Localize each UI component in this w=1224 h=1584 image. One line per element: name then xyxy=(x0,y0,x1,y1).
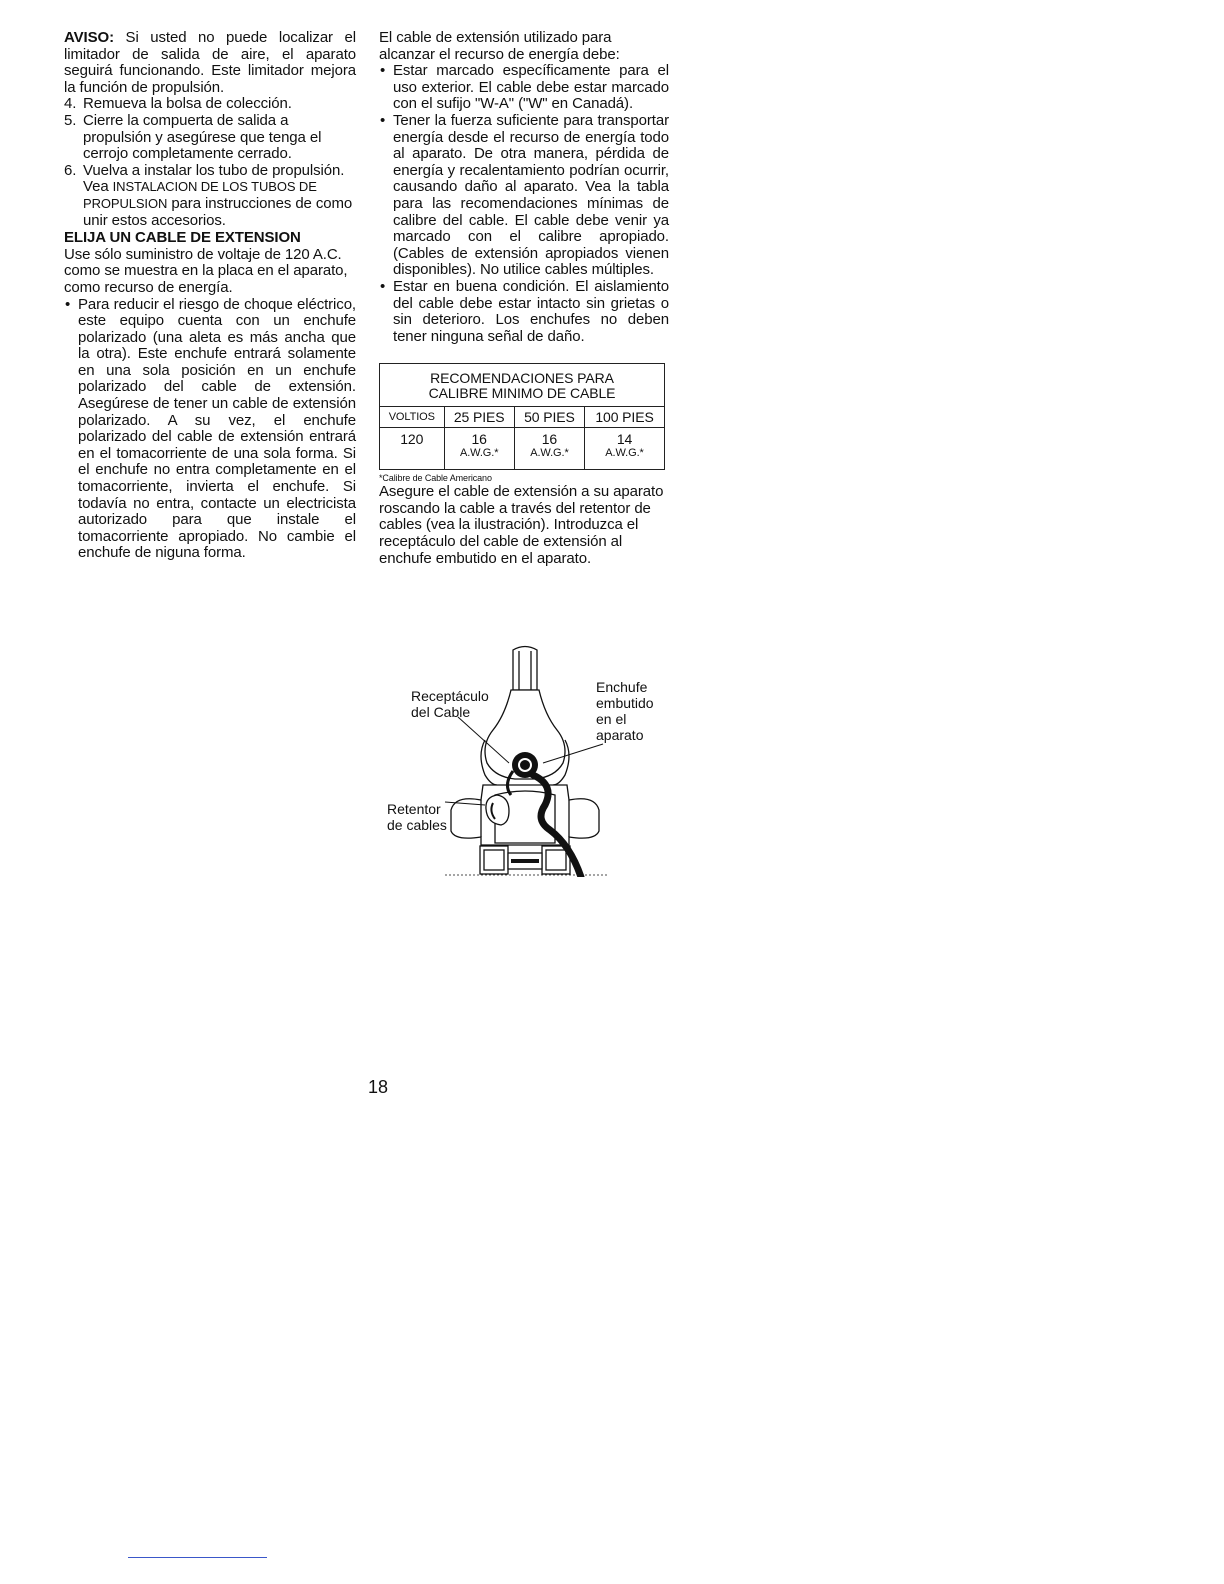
list-item xyxy=(379,279,669,345)
aviso-paragraph xyxy=(64,30,356,96)
step-number: 5. xyxy=(64,111,77,129)
table-cell xyxy=(514,428,584,470)
table-cell xyxy=(444,428,514,470)
aviso-label: AVISO: xyxy=(64,29,114,46)
bullet-text: Para reducir el riesgo de choque eléctrico, este equipo cuenta con un enchufe polarizado (una aleta es más ancha que la otra). Este enchufe entrará solamente en una sola posición en un enchufe polarizado del cable de extensión. Asegúrese de tener un cable de extensión polarizado. A su vez, el enchufe polarizado del cable de extensión entrará en el tomacorriente de una sola forma. Si el enchufe no entra completamente en el tomacorriente, invierta el enchufe. Si todavía no entra, contacte un electricista autorizado para que instale el tomacorriente apropiado. No cambie el enchufe de niguna forma. xyxy=(78,295,356,562)
section-heading: ELIJA UN CABLE DE EXTENSION xyxy=(64,229,301,247)
table-title xyxy=(380,364,665,407)
table-title-line: CALIBRE MINIMO DE CABLE xyxy=(428,385,616,402)
table-header: 25 PIES xyxy=(444,407,514,428)
label-line: Enchufe xyxy=(596,679,648,695)
label-line: de cables xyxy=(387,817,447,833)
recommendation-table xyxy=(379,363,665,470)
table-header-row xyxy=(380,407,665,428)
page-number: 18 xyxy=(368,1077,389,1097)
bullet-list xyxy=(64,297,356,563)
label-line: aparato xyxy=(596,727,644,743)
cord-illustration xyxy=(385,645,675,877)
section-reference: INSTALACION DE LOS TUBOS DE PROPULSION xyxy=(83,179,317,211)
bullet-text: Tener la fuerza suficiente para transportar energía desde el recurso de energía todo al aparato. De otra manera, pérdida de energía y recalentamiento podrían ocurrir, causando daño al aparato. Vea la tabla para las recomendaciones mínimas de calibre del cable. El cable debe venir ya marcado con el calibre apropiado. (Cables de extensión apropiados vienen disponibles). No utilice cables múltiples. xyxy=(393,111,669,279)
step-text: Vuelva a instalar los tubo de propulsión. Vea xyxy=(83,161,345,196)
step-text: Cierre la compuerta de salida a propulsión y asegúrese que tenga el cerrojo completamente cerrado. xyxy=(83,111,322,163)
table-cell xyxy=(585,428,665,470)
cell-unit: A.W.G.* xyxy=(530,447,569,460)
steps-list xyxy=(64,96,356,229)
table-header: VOLTIOS xyxy=(380,407,445,428)
table-title-line: RECOMENDACIONES PARA xyxy=(430,370,614,387)
step-5 xyxy=(64,113,356,163)
step-text: para instrucciones de como unir estos accesorios. xyxy=(83,194,353,229)
list-item xyxy=(379,113,669,279)
intro-paragraph: Use sólo suministro de voltaje de 120 A.C. como se muestra en la placa en el aparato, como recurso de energía. xyxy=(64,245,348,296)
label-cord-retainer xyxy=(387,801,447,833)
bullet-icon: • xyxy=(380,111,386,129)
table-header: 50 PIES xyxy=(514,407,584,428)
step-6 xyxy=(64,163,356,229)
label-cable-receptacle xyxy=(411,688,489,720)
cell-value: 14 xyxy=(616,431,633,448)
label-recessed-plug xyxy=(596,679,654,743)
list-item xyxy=(379,63,669,113)
recommendation-table-wrap xyxy=(379,363,669,483)
after-table-paragraph: Asegure el cable de extensión a su aparato roscando la cable a través del retentor de cables (vea la ilustración). Introduzca el receptáculo del cable de extensión al enchufe embutido en el aparato. xyxy=(379,483,664,567)
bullet-icon: • xyxy=(380,277,386,295)
label-line: en el xyxy=(596,711,627,727)
cell-unit: A.W.G.* xyxy=(459,447,499,460)
cell-value: 16 xyxy=(541,431,558,448)
bullet-text: Estar marcado específicamente para el uso exterior. El cable debe estar marcado con el sufijo "W-A" ("W" en Canadá). xyxy=(393,62,669,113)
step-number: 4. xyxy=(64,95,77,113)
bottom-rule xyxy=(128,1557,267,1558)
intro-paragraph: El cable de extensión utilizado para alcanzar el recurso de energía debe: xyxy=(379,29,620,63)
list-item xyxy=(64,297,356,563)
left-column xyxy=(64,30,356,562)
step-text: Remueva la bolsa de colección. xyxy=(83,95,292,113)
cell-value: 16 xyxy=(471,431,487,448)
aviso-text: Si usted no puede localizar el limitador de salida de aire, el aparato seguirá funcionando. Este limitador mejora la función de propulsión. xyxy=(64,29,356,96)
label-line: Retentor xyxy=(387,801,441,817)
right-column xyxy=(379,30,669,567)
cell-unit: A.W.G.* xyxy=(605,447,644,460)
label-line: del Cable xyxy=(411,704,471,720)
table-cell: 120 xyxy=(380,428,445,470)
table-header: 100 PIES xyxy=(585,407,665,428)
label-line: Receptáculo xyxy=(411,688,489,704)
step-4 xyxy=(64,96,356,113)
bullet-icon: • xyxy=(65,295,71,313)
bullet-icon: • xyxy=(380,62,386,80)
table-footnote: *Calibre de Cable Americano xyxy=(379,473,492,484)
bullet-list xyxy=(379,63,669,345)
label-line: embutido xyxy=(596,695,654,711)
step-number: 6. xyxy=(64,161,77,179)
bullet-text: Estar en buena condición. El aislamiento del cable debe estar intacto sin grietas o sin deterioro. Los enchufes no deben tener ninguna señal de daño. xyxy=(393,277,669,345)
table-row xyxy=(380,428,665,470)
